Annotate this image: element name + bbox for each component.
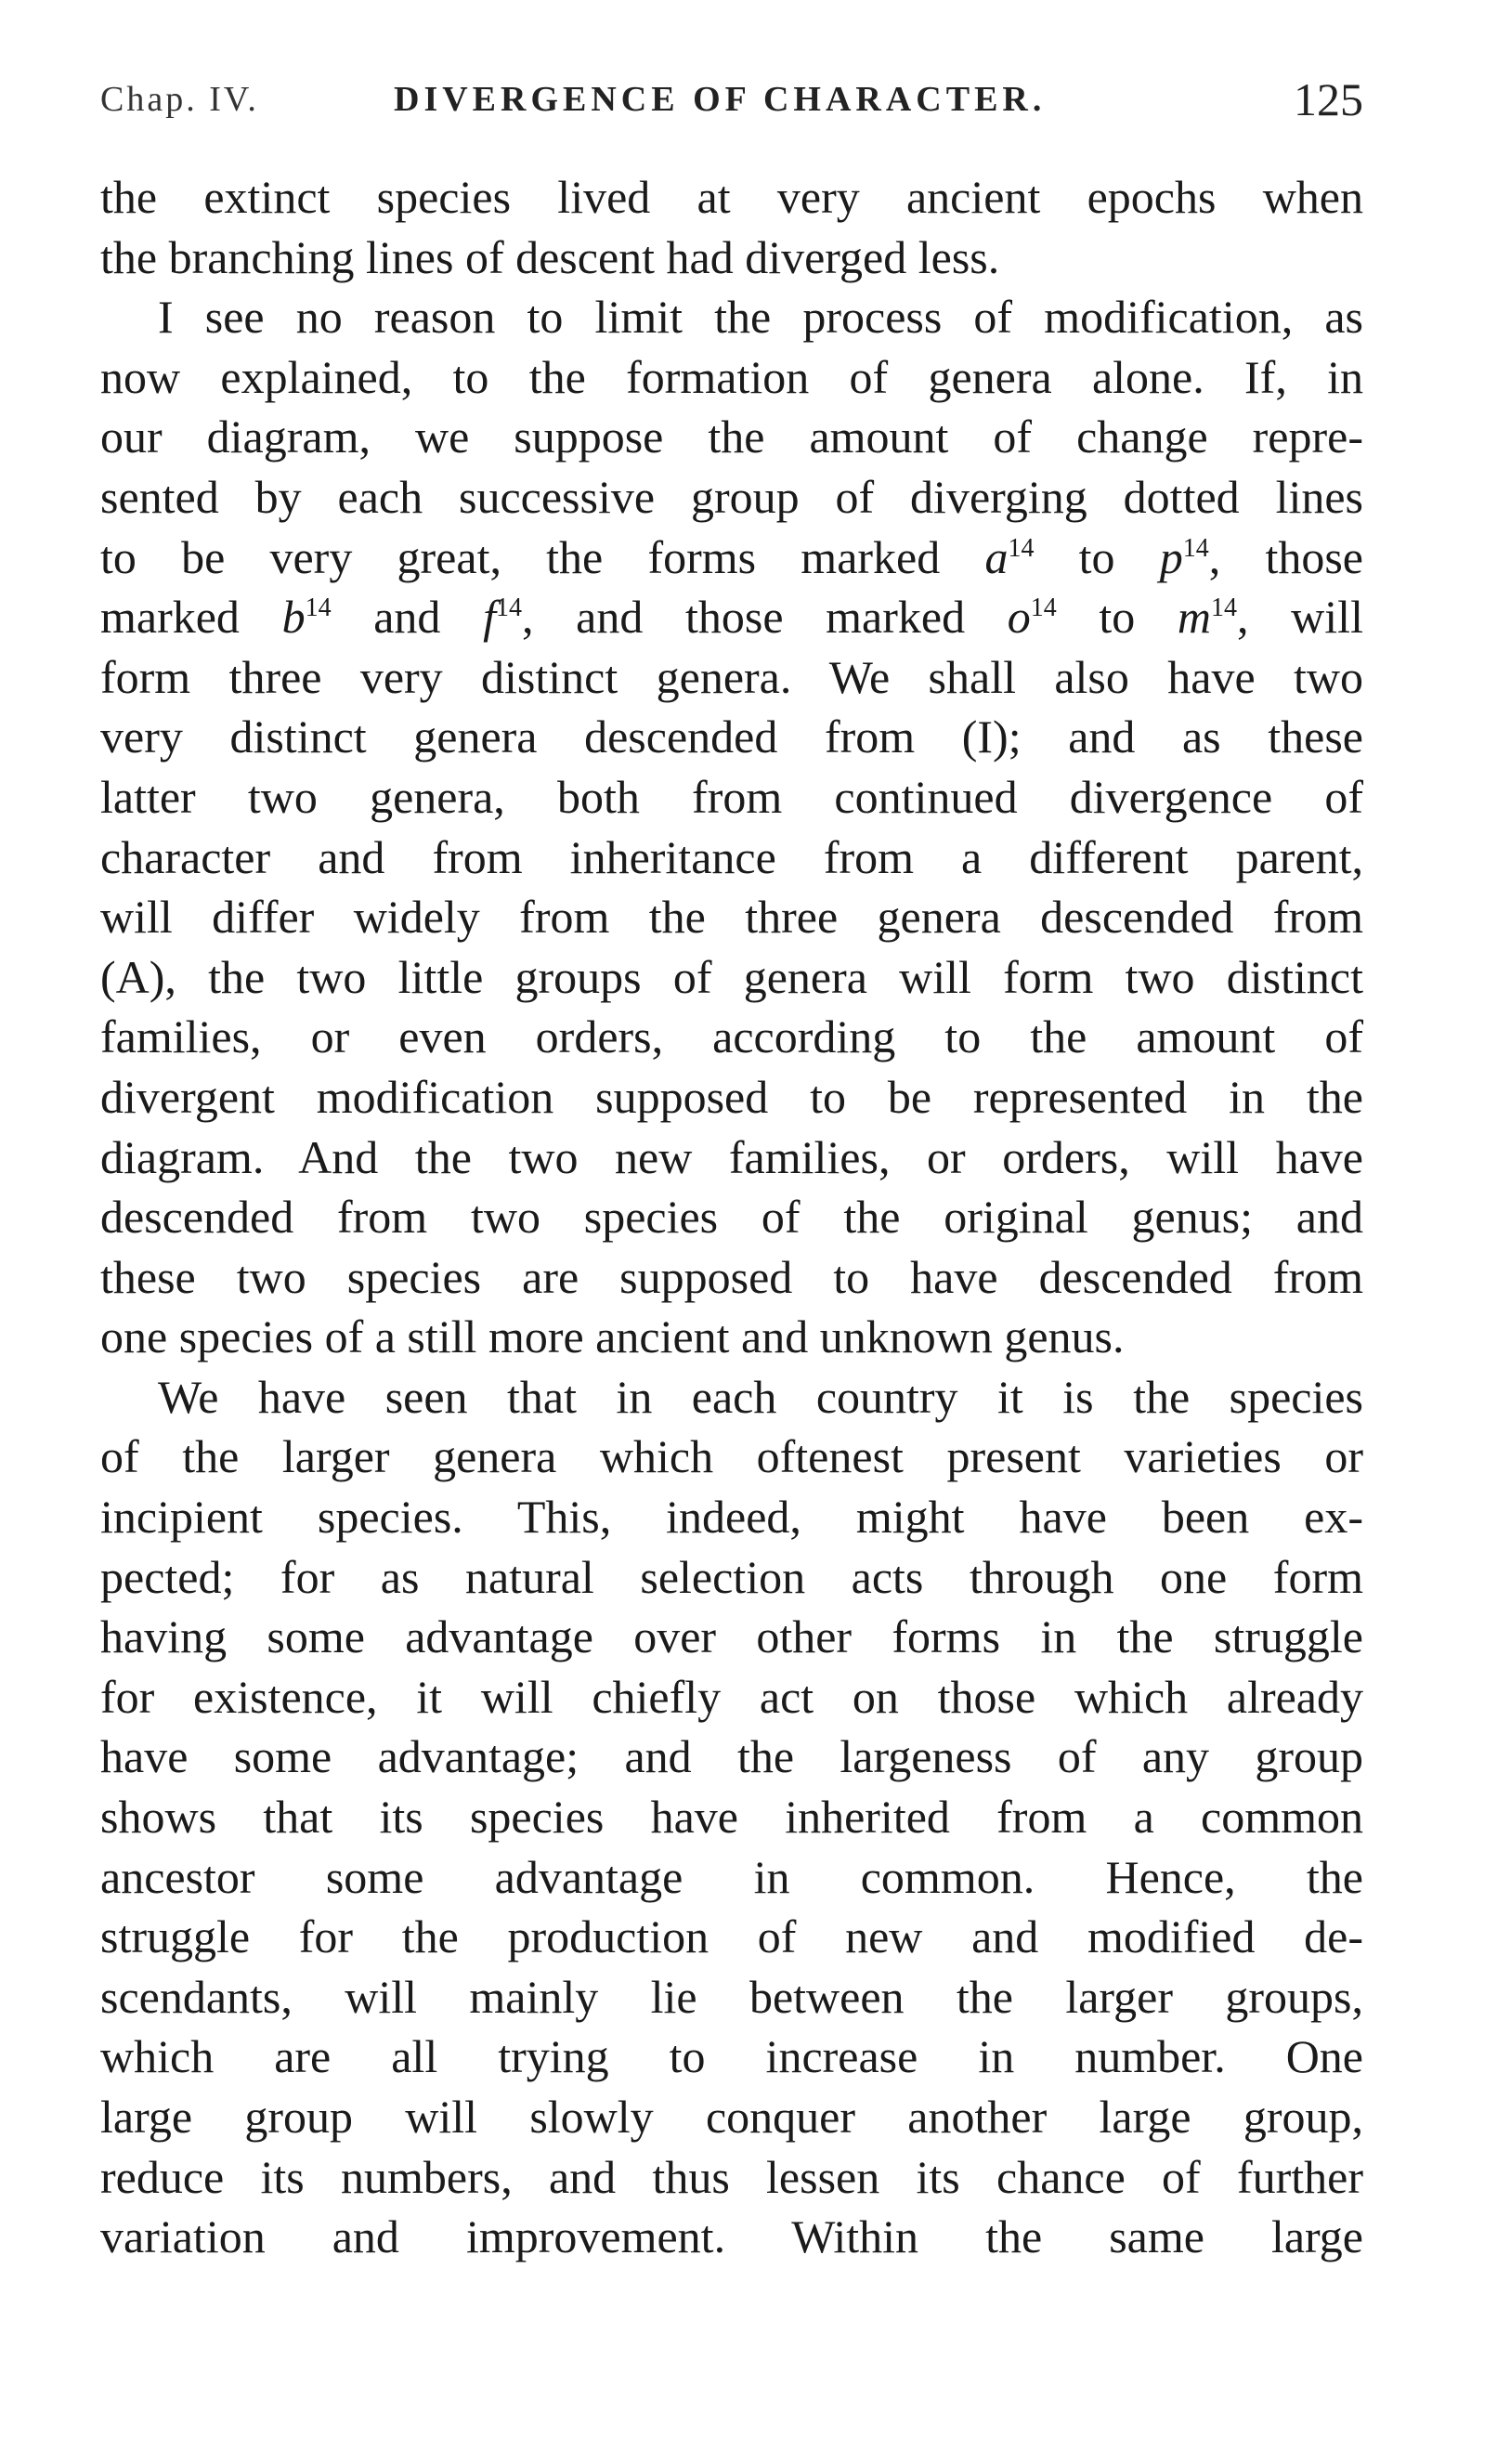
text-run: b [281,591,306,644]
text-line: scendants, will mainly lie between the larger groups, [100,1970,1363,2023]
text-line: these two species are supposed to have descended from [100,1250,1363,1303]
text-line: the branching lines of descent had diverged less. [100,230,1000,283]
text-line: large group will slowly conquer another large group, [100,2091,1363,2143]
text-run: , will [1237,591,1363,644]
text-run: and [331,591,484,644]
text-run: m [1177,591,1212,644]
text-line: families, or even orders, according to the amount of [100,1010,1363,1063]
text-line: ancestor some advantage in common. Hence, the [100,1850,1363,1903]
text-line: the extinct species lived at very ancient epochs when [100,171,1363,223]
text-line: shows that its species have inherited from a common [100,1791,1363,1844]
text-line: one species of a still more ancient and unknown genus. [100,1310,1125,1363]
text-line: having some advantage over other forms in the struggle [100,1610,1363,1663]
superscript: 14 [1008,533,1035,563]
text-line: (A), the two little groups of genera will form two distinct [100,950,1363,1003]
superscript: 14 [1182,533,1209,563]
text-line: now explained, to the formation of genera alone. If, in [100,350,1363,403]
page-number: 125 [1294,73,1363,125]
text-line: will differ widely from the three genera descended from [100,891,1363,944]
text-line: I see no reason to limit the process of modification, as [158,291,1363,344]
chapter-title: DIVERGENCE OF CHARACTER. [394,80,1047,119]
text-line: for existence, it will chiefly act on those which already [100,1670,1363,1723]
text-line: incipient species. This, indeed, might have been ex- [100,1491,1363,1544]
text-line [100,587,1363,647]
text-run: f [483,591,496,644]
superscript: 14 [495,593,522,623]
text-line: which are all trying to increase in number. One [100,2030,1363,2083]
text-line: form three very distinct genera. We shall also have two [100,650,1363,703]
text-line: sented by each successive group of diverging dotted lines [100,470,1363,523]
superscript: 14 [305,593,332,623]
superscript: 14 [1211,593,1238,623]
text-line: struggle for the production of new and modified de- [100,1910,1363,1963]
text-run: marked [100,591,282,644]
text-line: have some advantage; and the largeness of any group [100,1730,1363,1783]
text-line: our diagram, we suppose the amount of change repre- [100,411,1363,463]
text-run: to be very great, the forms marked [100,530,985,583]
text-line: descended from two species of the original genus; and [100,1191,1363,1244]
text-line: very distinct genera descended from (I); and as these [100,711,1363,763]
text-run: p [1159,530,1183,583]
body-text [100,167,1363,2267]
text-line: character and from inheritance from a different parent, [100,830,1363,883]
text-line: We have seen that in each country it is the species [158,1370,1363,1423]
text-run: to [1034,530,1160,583]
text-line: reduce its numbers, and thus lessen its chance of further [100,2150,1363,2203]
chapter-label: Chap. IV. [100,80,259,119]
text-line: diagram. And the two new families, or orders, will have [100,1130,1363,1183]
text-run: a [984,530,1009,583]
text-run: o [1007,591,1031,644]
text-line: variation and improvement. Within the same large [100,2210,1363,2263]
text-line: latter two genera, both from continued divergence of [100,770,1363,823]
text-line: pected; for as natural selection acts through one form [100,1550,1363,1603]
text-line: divergent modification supposed to be represented in the [100,1070,1363,1123]
running-header [100,67,1363,132]
text-line [100,528,1363,588]
text-run: to [1056,591,1178,644]
text-line: of the larger genera which oftenest present varieties or [100,1430,1363,1483]
text-run: , those [1208,530,1363,583]
superscript: 14 [1030,593,1057,623]
text-run: , and those marked [521,591,1008,644]
